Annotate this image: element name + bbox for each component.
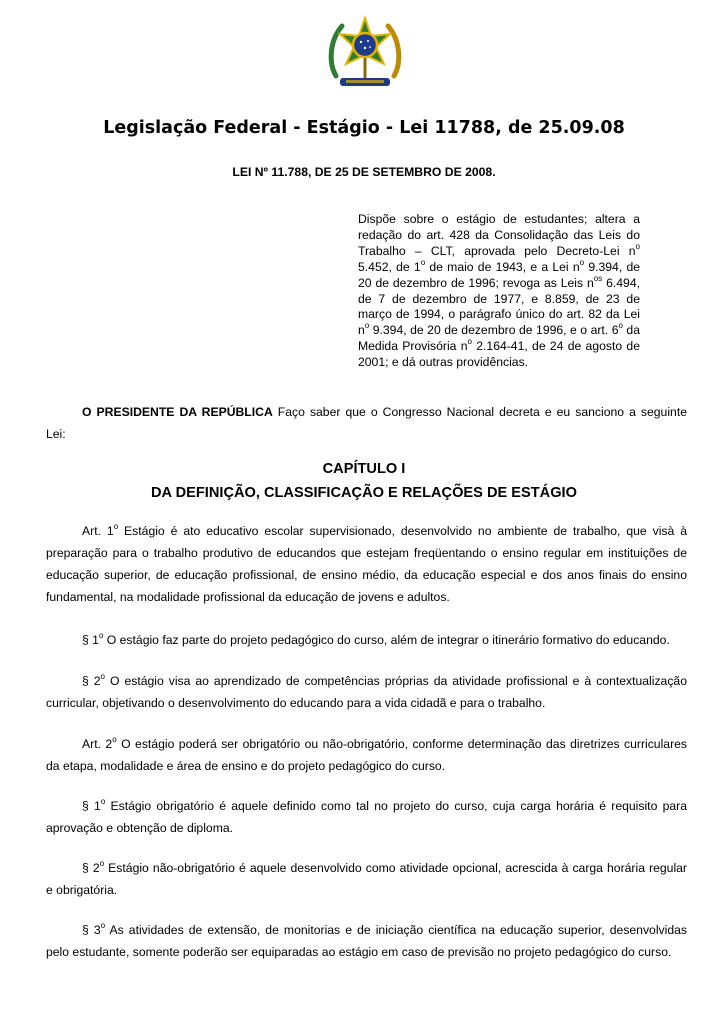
article-2: Art. 2$^o$ O estágio poderá ser obrigatório ou não-obrigatório, conforme determinação das diretrizes curriculares da etapa, modalidade e área de ensino e do projeto pedagógico do curso. — [46, 735, 688, 773]
ementa-line: 2001; e dá outras providências. — [358, 355, 529, 370]
law-heading: LEI Nº 11.788, DE 25 DE SETEMBRO DE 2008. — [232, 165, 496, 179]
article-2-paragraph-3: § 3$^o$ As atividades de extensão, de monitorias e de iniciação científica na educação superior, desenvolvidas pelo estudante, somente poderão ser equiparadas ao estágio em caso de previsão no projeto pedagógico do curso. — [46, 921, 687, 959]
ementa-line: Dispõe sobre o estágio de estudantes; altera a — [358, 212, 640, 226]
chapter-number: CAPÍTULO I — [322, 461, 406, 477]
ementa-line: de 7 de dezembro de 1977, e 8.859, de 23 de — [358, 291, 640, 306]
document-title: Legislação Federal - Estágio - Lei 11788, de 25.09.08 — [103, 118, 625, 138]
emblem-disc — [353, 33, 377, 57]
preamble-bold: O PRESIDENTE DA REPÚBLICA — [82, 405, 273, 419]
ementa-line: $n^o$ 9.394, de 20 de dezembro de 1996, e o art. 6$^o$ da — [358, 321, 640, 338]
article-1-paragraph-2: § 2$^o$ O estágio visa ao aprendizado de competências próprias da atividade profissional e à contextualização curricular, objetivando o desenvolvimento do educando para a vida cidadã e para o trabalho. — [46, 672, 687, 710]
ementa-line: redação do art. 428 da Consolidação das Leis do — [358, 227, 640, 242]
article-1-paragraph-1: § 1$^o$ O estágio faz parte do projeto pedagógico do curso, além de integrar o itinerário formativo do educando. — [82, 631, 670, 647]
ementa-line: 20 de dezembro de 1996; revoga as Leis $n^{os}$ 6.494, — [358, 273, 640, 290]
article-2-paragraph-2: § 2$^o$ Estágio não-obrigatório é aquele desenvolvido como atividade opcional, acrescida à carga horária regular e obrigatória. — [46, 859, 687, 897]
ementa-line: março de 1994, o parágrafo único do art. 82 da Lei — [358, 307, 640, 322]
ementa-line: Medida Provisória $n^o$ 2.164-41, de 24 de agosto de — [358, 337, 640, 354]
ementa-line: 5.452, de 1$^o$ de maio de 1943, e a Lei $n^o$ 9.394, de — [358, 257, 640, 274]
ementa-line: Trabalho – CLT, aprovada pelo Decreto-Lei $n^o$ — [358, 241, 640, 258]
article-2-paragraph-1: § 1$^o$ Estágio obrigatório é aquele definido como tal no projeto do curso, cuja carga horária é requisito para aprovação e obtenção de diploma. — [46, 797, 687, 835]
chapter-title: DA DEFINIÇÃO, CLASSIFICAÇÃO E RELAÇÕES DE ESTÁGIO — [151, 485, 577, 501]
article-1: Art. 1$^o$ Estágio é ato educativo escolar supervisionado, desenvolvido no ambiente de trabalho, que visà à preparação para o trabalho produtivo de educandos que estejam freqüentando o ensino regular em instituições de educação superior, de educação profissional, de ensino médio, da educação especial e dos anos finais do ensino fundamental, na modalidade profissional da educação de jovens e adultos. — [46, 522, 687, 604]
preamble: O PRESIDENTE DA REPÚBLICA Faço saber que o Congresso Nacional decreta e eu sanciono a seguinte Lei: — [46, 405, 687, 441]
ementa — [358, 212, 640, 371]
brazil-coat-of-arms-icon — [326, 14, 404, 94]
